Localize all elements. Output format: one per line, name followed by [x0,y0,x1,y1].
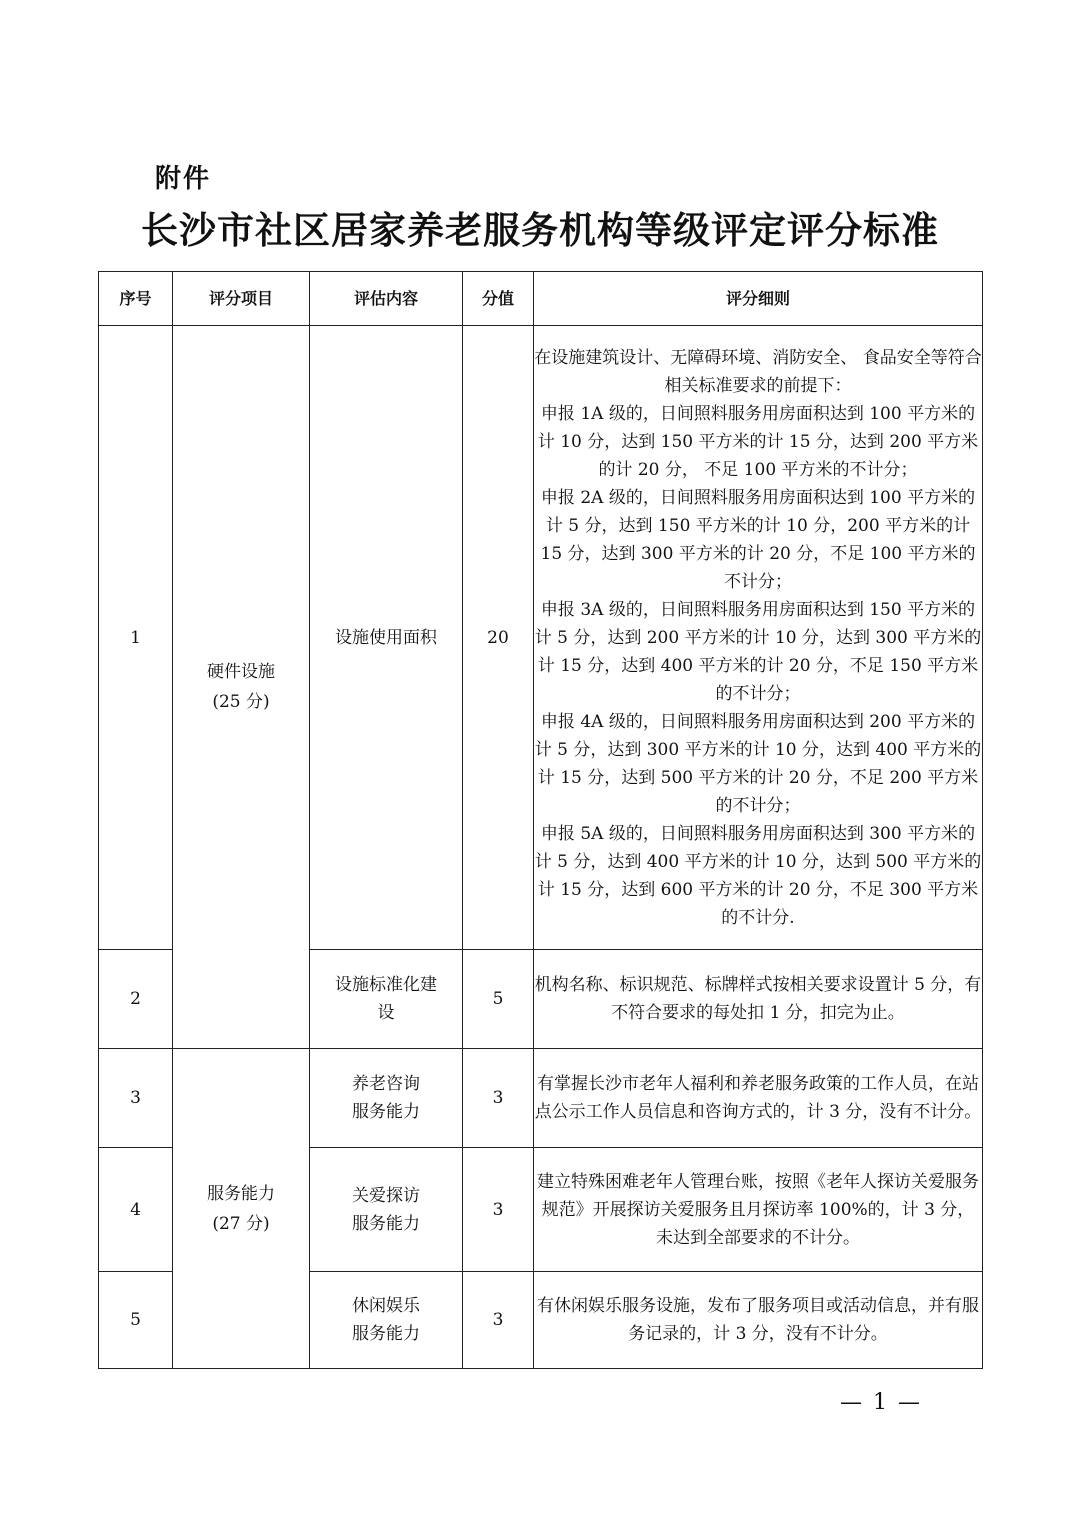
rules-line: 在设施建筑设计、无障碍环境、消防安全、 食品安全等符合相关标准要求的前提下： [534,347,982,396]
rules-cell [534,1148,983,1272]
rules-line: 申报 4A 级的，日间照料服务用房面积达到 200 平方米的计 5 分，达到 300 平方米的计 10 分，达到 400 平方米的计 15 分，达到 500 平方米的计 20 分，不足 200 平方米的不计分； [534,711,982,816]
content-line: 服务能力 [352,1324,420,1344]
header-number: 序号 [99,272,173,326]
category-cell-service [173,1049,310,1369]
content-cell [310,1272,463,1369]
score-cell: 5 [463,950,534,1049]
score-cell: 3 [463,1148,534,1272]
content-line: 服务能力 [352,1102,420,1122]
score-cell: 3 [463,1272,534,1369]
content-cell [310,1049,463,1148]
category-name: 硬件设施 [207,662,275,682]
content-line: 服务能力 [352,1213,420,1234]
score-cell: 20 [463,326,534,950]
category-cell-hardware [173,326,310,1049]
header-content: 评估内容 [310,272,463,326]
table-row [99,326,983,950]
content-line: 关爱探访 [352,1185,420,1206]
rules-line: 申报 2A 级的，日间照料服务用房面积达到 100 平方米的计 5 分，达到 150 平方米的计 10 分，200 平方米的计 15 分，达到 300 平方米的计 20 分，不足 100 平方米的不计分； [540,487,976,592]
content-cell [310,1148,463,1272]
row-number: 3 [99,1049,173,1148]
rules-cell [534,1049,983,1148]
page-number: — 1 — [840,1390,922,1415]
content-line: 设施标准化建 [335,975,437,995]
rules-line: 机构名称、标识规范、标牌样式按相关要求设置计 5 分，有不符合要求的每处扣 1 分，扣完为止。 [534,975,982,1023]
rules-cell [534,326,983,950]
row-number: 1 [99,326,173,950]
score-cell: 3 [463,1049,534,1148]
rules-line: 申报 5A 级的，日间照料服务用房面积达到 300 平方米的计 5 分，达到 400 平方米的计 10 分，达到 500 平方米的计 15 分，达到 600 平方米的计 20 分，不足 300 平方米的不计分. [534,823,982,928]
category-points: (27 分) [212,1213,270,1234]
scoring-table [98,271,983,1369]
attachment-label: 附件 [155,164,212,194]
content-line: 设 [377,1003,395,1023]
header-rules: 评分细则 [534,272,983,326]
row-number: 5 [99,1272,173,1369]
row-number: 4 [99,1148,173,1272]
content-line: 休闲娱乐 [352,1296,420,1316]
rules-line: 申报 3A 级的，日间照料服务用房面积达到 150 平方米的计 5 分，达到 200 平方米的计 10 分，达到 300 平方米的计 15 分，达到 400 平方米的计 20 分，不足 150 平方米的不计分； [534,599,982,704]
rules-line: 申报 1A 级的，日间照料服务用房面积达到 100 平方米的计 10 分，达到 150 平方米的计 15 分，达到 200 平方米的计 20 分， 不足 100 平方米的不计分； [537,403,979,480]
header-score: 分值 [463,272,534,326]
category-points: (25 分) [212,692,270,712]
row-number: 2 [99,950,173,1049]
rules-line: 建立特殊困难老年人管理台账，按照《老年人探访关爱服务规范》开展探访关爱服务且月探访率 100%的，计 3 分，未达到全部要求的不计分。 [537,1171,979,1248]
content-cell [310,950,463,1049]
rules-line: 有休闲娱乐服务设施，发布了服务项目或活动信息，并有服务记录的，计 3 分，没有不计分。 [537,1296,979,1344]
header-item: 评分项目 [173,272,310,326]
category-name: 服务能力 [207,1183,275,1204]
table-header-row [99,272,983,326]
content-line: 养老咨询 [352,1074,420,1094]
document-title: 长沙市社区居家养老服务机构等级评定评分标准 [141,209,939,252]
rules-cell [534,1272,983,1369]
content-cell: 设施使用面积 [310,326,463,950]
rules-cell [534,950,983,1049]
table-row [99,1049,983,1148]
rules-line: 有掌握长沙市老年人福利和养老服务政策的工作人员，在站点公示工作人员信息和咨询方式的，计 3 分，没有不计分。 [534,1074,982,1122]
